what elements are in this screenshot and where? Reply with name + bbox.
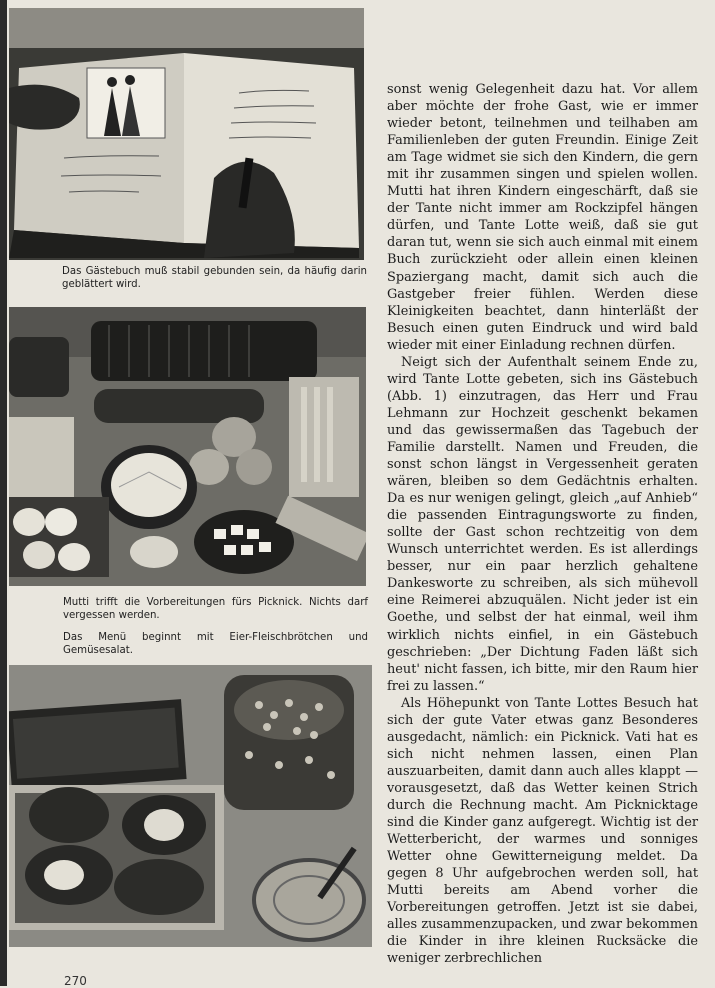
menu-photo bbox=[9, 665, 372, 947]
article-paragraph: Neigt sich der Aufenthalt seinem Ende zu, wird Tante Lotte gebeten, sich ins Gästebuch (Abb. 1) einzutragen, das Herr und Frau Lehmann zur Hochzeit geschenkt bekamen und das gewissermaßen das Tagebuch der Familie darstellt. Namen und Freuden, die sonst schon längst in Vergessenheit geraten wären, bleiben so dem Gedächtnis erhalten. Da es nur wenigen gelingt, gleich „auf Anhieb“ die passenden Eintragungsworte zu finden, sollte der Gast schon rechtzeitig von dem Wunsch unterrichtet werden. Es ist allerdings besser, nur ein paar herzlich gehaltene Dankesworte zu schreiben, als sich mühevoll eine Reimerei abzuquälen. Nicht jeder ist ein Goethe, und selbst der hat einmal, weil ihm wirklich nichts einfiel, in ein Gästebuch geschrieben: „Der Dichtung Faden läßt sich heut' nicht fassen, ich bitte, mir den Raum hier frei zu lassen.“ bbox=[387, 354, 698, 694]
preparation-caption: Mutti trifft die Vorbereitungen fürs Picknick. Nichts darf vergessen werden. bbox=[63, 597, 368, 621]
menu-caption: Das Menü beginnt mit Eier-Fleischbrötchen und Gemüsesalat. bbox=[63, 632, 368, 656]
picnic-preparation-photo bbox=[9, 307, 366, 586]
article-paragraph: Als Höhepunkt von Tante Lottes Besuch hat sich der gute Vater etwas ganz Besonderes ausgedacht, nämlich: ein Picknick. Vati hat es sich nicht nehmen lassen, einen Plan auszuarbeiten, damit dann auch alles klappt — vorausgesetzt, daß das Wetter keinen Strich durch die Rechnung macht. Am Picknicktage sind die Kinder ganz aufgeregt. Wichtig ist der Wetterbericht, der warmes und sonniges Wetter ohne Gewitterneigung meldet. Da gegen 8 Uhr aufgebrochen werden soll, hat Mutti bereits am Abend vorher die Vorbereitungen getroffen. Jetzt ist sie dabei, alles zusammenzupacken, und zwar bekommen die Kinder in ihre kleinen Rucksäcke die weniger zerbrechlichen bbox=[387, 695, 698, 967]
guestbook-photo bbox=[9, 8, 364, 260]
page-number: 270 bbox=[64, 974, 87, 988]
article-paragraph: sonst wenig Gelegenheit dazu hat. Vor allem aber möchte der frohe Gast, wie er immer wieder betont, teilnehmen und teilhaben am Familienleben der guten Freundin. Einige Zeit am Tage widmet sie sich den Kindern, die gern mit ihr zusammen singen und spielen wollen. Mutti hat ihren Kindern eingeschärft, daß sie der Tante nicht immer am Rockzipfel hängen dürfen, und Tante Lotte weiß, daß sie gut daran tut, wenn sie sich auch einmal mit einem Buch zurückzieht oder allein einen kleinen Spaziergang macht, damit sich auch die Gastgeber freier fühlen. Werden diese Kleinigkeiten beachtet, dann hinterläßt der Besuch einen guten Eindruck und wird bald wieder mit einer Einladung rechnen dürfen. bbox=[387, 82, 698, 353]
guestbook-caption: Das Gästebuch muß stabil gebunden sein, da häufig darin geblättert wird. bbox=[62, 266, 367, 290]
page-spine-shadow bbox=[0, 0, 7, 986]
article-text-column bbox=[387, 81, 698, 967]
